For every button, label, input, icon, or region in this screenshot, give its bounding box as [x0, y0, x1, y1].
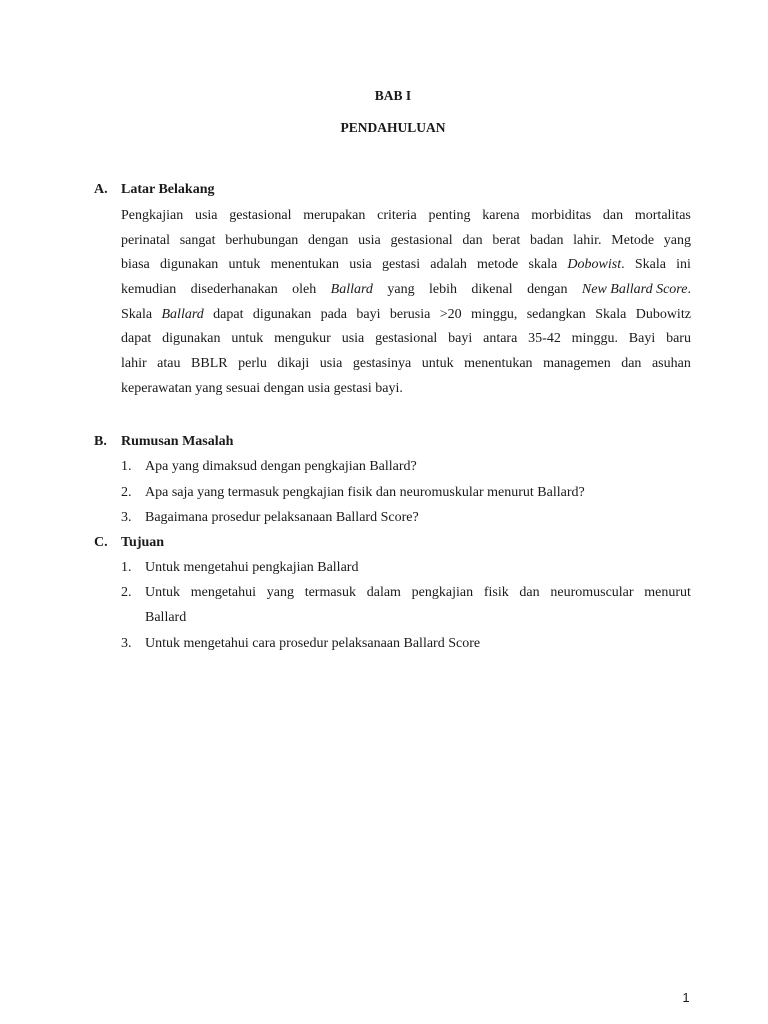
list-item-number: 3. — [121, 636, 132, 651]
paragraph-word: New Ballard Score. — [581, 282, 691, 298]
paragraph-word: bayi — [448, 331, 473, 347]
list-item-word: Untuk — [145, 585, 180, 600]
paragraph-word: berhubungan — [225, 232, 299, 248]
list-item-word: pengkajian — [411, 585, 474, 600]
paragraph-word: asuhan — [651, 356, 691, 372]
list-item-word: mengetahui — [190, 585, 257, 600]
list-item-text: Apa yang dimaksud dengan pengkajian Ballard? — [145, 459, 417, 474]
paragraph-word: antara — [483, 331, 518, 347]
section-b-heading — [94, 434, 233, 450]
list-item-number: 2. — [121, 585, 132, 600]
paragraph-line — [121, 204, 691, 229]
list-item-word: termasuk — [304, 585, 357, 600]
chapter-label: BAB I — [374, 88, 412, 103]
section-c-letter: C. — [94, 535, 108, 550]
paragraph-word: gestasi — [381, 257, 421, 273]
page-number: 1 — [682, 990, 690, 1005]
list-item-word: dan — [519, 585, 540, 600]
paragraph-word: dan — [621, 356, 642, 372]
paragraph-word: ini — [676, 257, 691, 273]
paragraph-word: criteria — [377, 208, 417, 223]
paragraph-word: baru — [666, 331, 691, 347]
paragraph-word: usia — [319, 356, 343, 372]
paragraph-word: gestasional — [229, 208, 292, 223]
paragraph-word: usia — [358, 232, 381, 248]
paragraph-word: yang — [663, 232, 691, 248]
paragraph-word: skala — [528, 257, 558, 273]
list-item — [121, 632, 691, 657]
paragraph-word: Ballard — [161, 306, 204, 322]
paragraph-word: >20 — [439, 306, 462, 322]
paragraph-line — [121, 327, 691, 352]
list-item-number: 3. — [121, 510, 132, 525]
paragraph-word: dikenal — [471, 282, 513, 298]
list-item-number: 1. — [121, 459, 132, 474]
list-item-text: Untuk mengetahui cara prosedur pelaksanaan Ballard Score — [145, 636, 481, 651]
paragraph-word: bayi — [356, 306, 381, 322]
paragraph-word: untuk — [228, 257, 261, 273]
paragraph-word: dan — [602, 208, 624, 223]
list-item-word: menurut — [644, 585, 691, 600]
paragraph-word: biasa — [121, 257, 150, 273]
paragraph-word: Dubowitz — [635, 306, 691, 322]
paragraph-word: berat — [492, 232, 521, 248]
section-b-letter: B. — [94, 434, 107, 449]
paragraph-word: dapat — [213, 306, 244, 322]
paragraph-word: gestasional — [375, 331, 438, 347]
list-item-word: dalam — [366, 585, 401, 600]
paragraph-word: kemudian — [121, 282, 177, 298]
paragraph-word: Pengkajian — [121, 208, 184, 223]
paragraph-word: karena — [482, 208, 520, 223]
list-item — [121, 581, 691, 630]
section-c-title: Tujuan — [121, 535, 165, 550]
paragraph-word: Dobowist. — [567, 257, 625, 273]
list-item-text: Bagaimana prosedur pelaksanaan Ballard Score? — [145, 510, 419, 525]
paragraph-word: 35-42 — [528, 331, 561, 347]
paragraph-word: Skala — [634, 257, 666, 273]
paragraph-word: managemen — [543, 356, 611, 372]
paragraph-word: morbiditas — [531, 208, 592, 223]
paragraph-word: Metode — [611, 232, 655, 248]
paragraph-word: digunakan — [252, 306, 312, 322]
paragraph-word: berusia — [389, 306, 431, 322]
paragraph-line — [121, 229, 691, 254]
list-item-text: Apa saja yang termasuk pengkajian fisik dan neuromuskular menurut Ballard? — [145, 485, 585, 500]
list-item — [121, 481, 691, 506]
paragraph-word: atau — [157, 356, 181, 372]
section-b-title: Rumusan Masalah — [121, 434, 234, 449]
paragraph-word: gestasional — [390, 232, 453, 248]
list-item-number: 2. — [121, 485, 132, 500]
paragraph-line — [121, 352, 691, 377]
list-item-word: neuromuscular — [550, 585, 634, 600]
paragraph-word: pada — [320, 306, 348, 322]
paragraph-word: dengan — [308, 232, 349, 248]
list-item-word: yang — [266, 585, 294, 600]
paragraph-last-line: keperawatan yang sesuai dengan usia gestasi bayi. — [121, 380, 403, 396]
section-c-heading — [94, 535, 164, 551]
paragraph-word: penting — [428, 208, 471, 223]
paragraph-word: disederhanakan — [190, 282, 278, 298]
list-item — [121, 455, 691, 480]
paragraph-word: merupakan — [303, 208, 366, 223]
paragraph-word: badan — [530, 232, 564, 248]
section-a-letter: A. — [94, 182, 108, 197]
paragraph-word: metode — [477, 257, 519, 273]
paragraph-word: Skala — [121, 306, 153, 322]
paragraph-word: dan — [462, 232, 483, 248]
list-item-number: 1. — [121, 560, 132, 575]
section-a-paragraph — [121, 204, 691, 402]
paragraph-word: usia — [194, 208, 218, 223]
list-item-word: fisik — [483, 585, 509, 600]
paragraph-word: untuk — [421, 356, 454, 372]
list-item-continuation: Ballard — [145, 609, 187, 625]
paragraph-word: menentukan — [270, 257, 340, 273]
paragraph-word: lahir. — [573, 232, 602, 248]
paragraph-word: dikaji — [277, 356, 310, 372]
paragraph-word: usia — [341, 331, 365, 347]
paragraph-word: perinatal — [121, 232, 170, 248]
list-item-text — [145, 581, 691, 606]
paragraph-word: digunakan — [162, 331, 221, 347]
section-a-title: Latar Belakang — [121, 182, 215, 197]
paragraph-word: Ballard — [330, 282, 373, 298]
paragraph-word: usia — [349, 257, 372, 273]
paragraph-word: oleh — [292, 282, 317, 298]
paragraph-line — [121, 278, 691, 303]
paragraph-word: menentukan — [464, 356, 533, 372]
paragraph-word: sedangkan — [526, 306, 586, 322]
paragraph-word: adalah — [430, 257, 467, 273]
paragraph-word: dengan — [527, 282, 568, 298]
chapter-title: PENDAHULUAN — [340, 120, 446, 135]
paragraph-word: BBLR — [191, 356, 228, 372]
paragraph-word: gestasinya — [352, 356, 412, 372]
paragraph-word: minggu, — [471, 306, 518, 322]
paragraph-word: untuk — [231, 331, 264, 347]
list-item — [121, 506, 691, 531]
section-a-heading — [94, 182, 214, 198]
paragraph-word: sangat — [179, 232, 216, 248]
paragraph-word: Skala — [595, 306, 627, 322]
list-item-text: Untuk mengetahui pengkajian Ballard — [145, 560, 359, 575]
paragraph-word: digunakan — [159, 257, 219, 273]
paragraph-word: Bayi — [628, 331, 656, 347]
paragraph-line — [121, 303, 691, 328]
paragraph-line — [121, 253, 691, 278]
paragraph-word: perlu — [238, 356, 267, 372]
paragraph-lines — [121, 204, 691, 377]
paragraph-word: mengukur — [274, 331, 331, 347]
list-item — [121, 556, 691, 581]
paragraph-word: mortalitas — [634, 208, 691, 223]
paragraph-word: minggu. — [571, 331, 618, 347]
paragraph-word: dapat — [121, 331, 152, 347]
paragraph-word: lahir — [121, 356, 147, 372]
paragraph-word: yang — [387, 282, 415, 298]
paragraph-word: lebih — [429, 282, 457, 298]
